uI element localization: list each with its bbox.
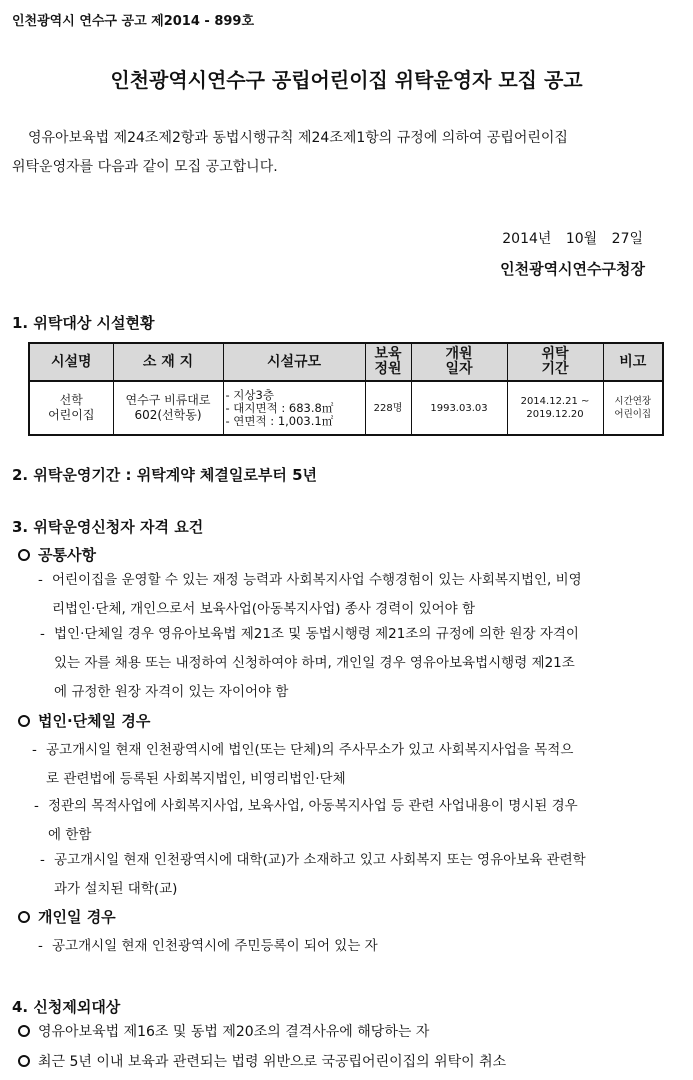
header-capacity: 보육 정원 (365, 343, 411, 381)
circle-bullet-icon (18, 1055, 30, 1067)
table-header-row (29, 343, 663, 381)
cell-scale: - 지상3층 - 대지면적 : 683.8㎡ - 연면적 : 1,003.1㎡ (223, 381, 365, 435)
header-opened: 개원 일자 (411, 343, 507, 381)
corporate-heading: 법인·단체일 경우 (18, 710, 150, 731)
cell-facility-name: 선학 어린이집 (29, 381, 113, 435)
circle-bullet-icon (18, 911, 30, 923)
common-item-2: - 법인·단체일 경우 영유아보육법 제21조 및 동법시행령 제21조의 규정에 의한 원장 자격이 있는 자를 채용 또는 내정하여 신청하여야 하며, 개인일 경우 영유아보육법시행령 제21조 에 규정한 원장 자격이 있는 자이어야 함 (40, 626, 579, 700)
header-address: 소 재 지 (113, 343, 223, 381)
cell-capacity: 228명 (365, 381, 411, 435)
circle-bullet-icon (18, 549, 30, 561)
announcement-date: 2014년 10월 27일 (502, 231, 643, 247)
section-2-title: 2. 위탁운영기간 : 위탁계약 체결일로부터 5년 (12, 466, 318, 484)
cell-opened: 1993.03.03 (411, 381, 507, 435)
individual-heading: 개인일 경우 (18, 906, 116, 927)
corporate-item-1: - 공고개시일 현재 인천광역시에 법인(또는 단체)의 주사무소가 있고 사회복지사업을 목적으 로 관련법에 등록된 사회복지법인, 비영리법인·단체 (32, 742, 574, 787)
table-row (29, 381, 663, 435)
section-1-title: 1. 위탁대상 시설현황 (12, 314, 155, 332)
cell-address: 연수구 비류대로 602(선학동) (113, 381, 223, 435)
section-3-title: 3. 위탁운영신청자 자격 요건 (12, 518, 204, 536)
intro-paragraph (12, 124, 680, 182)
header-scale: 시설규모 (223, 343, 365, 381)
exclusion-item-2: 최근 5년 이내 보육과 관련되는 법령 위반으로 국공립어린이집의 위탁이 취소 (18, 1048, 506, 1077)
cell-note: 시간연장 어린이집 (603, 381, 663, 435)
circle-bullet-icon (18, 1025, 30, 1037)
corporate-item-3: - 공고개시일 현재 인천광역시에 대학(교)가 소재하고 있고 사회복지 또는 영유아보육 관련학 과가 설치된 대학(교) (40, 852, 586, 897)
page-title: 인천광역시연수구 공립어린이집 위탁운영자 모집 공고 (110, 68, 583, 92)
header-period: 위탁 기간 (507, 343, 603, 381)
intro-line-2: 위탁운영자를 다음과 같이 모집 공고합니다. (12, 159, 278, 175)
issuer: 인천광역시연수구청장 (500, 260, 645, 278)
header-facility-name: 시설명 (29, 343, 113, 381)
intro-line-1: 영유아보육법 제24조제2항과 동법시행규칙 제24조제1항의 규정에 의하여 공립어린이집 (28, 130, 568, 146)
section-4-title: 4. 신청제외대상 (12, 998, 121, 1016)
header-note: 비고 (603, 343, 663, 381)
circle-bullet-icon (18, 715, 30, 727)
corporate-item-2: - 정관의 목적사업에 사회복지사업, 보육사업, 아동복지사업 등 관련 사업내용이 명시된 경우 에 한함 (34, 798, 578, 843)
exclusion-item-1: 영유아보육법 제16조 및 동법 제20조의 결격사유에 해당하는 자 (18, 1018, 429, 1047)
document-number: 인천광역시 연수구 공고 제2014 - 899호 (12, 14, 255, 29)
common-item-1: - 어린이집을 운영할 수 있는 재정 능력과 사회복지사업 수행경험이 있는 사회복지법인, 비영 리법인·단체, 개인으로서 보육사업(아동복지사업) 종사 경력이 있어야 함 (38, 572, 582, 617)
common-heading: 공통사항 (18, 544, 96, 565)
individual-item-1: - 공고개시일 현재 인천광역시에 주민등록이 되어 있는 자 (38, 938, 378, 954)
facility-table (28, 342, 664, 436)
cell-period: 2014.12.21 ~ 2019.12.20 (507, 381, 603, 435)
